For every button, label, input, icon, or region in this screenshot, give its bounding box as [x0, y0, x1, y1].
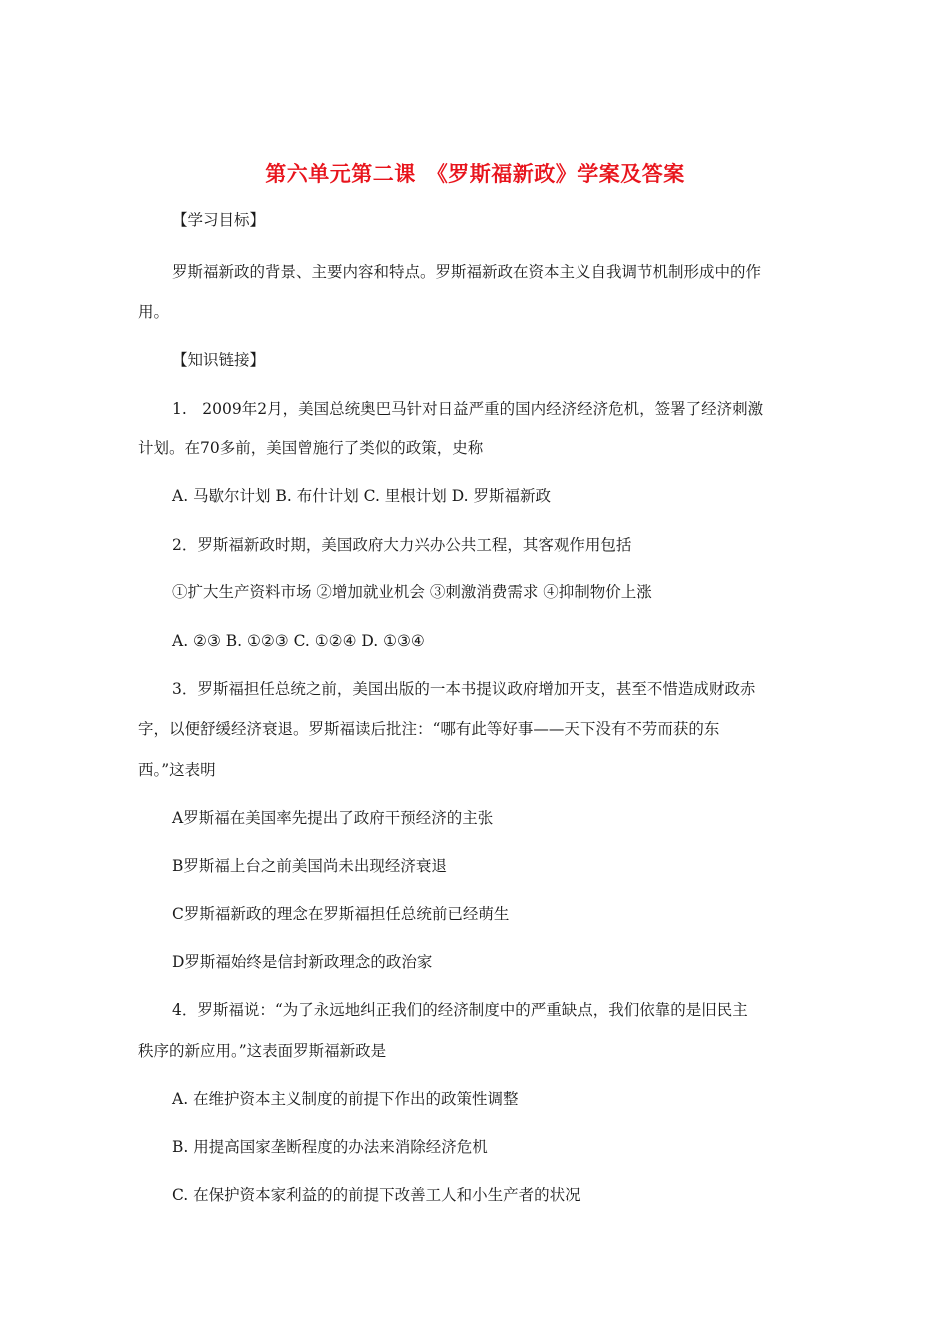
q3-option-b: B罗斯福上台之前美国尚未出现经济衰退: [172, 857, 447, 875]
q1-stem-line1: 1. 2009年2月，美国总统奥巴马针对日益严重的国内经济经济危机，签署了经济刺激: [172, 400, 764, 418]
q3-option-d: D罗斯福始终是信封新政理念的政治家: [172, 953, 433, 971]
page-title: 第六单元第二课 《罗斯福新政》学案及答案: [265, 162, 685, 186]
q4-stem-line2: 秩序的新应用。”这表面罗斯福新政是: [138, 1042, 387, 1060]
knowledge-heading: 【知识链接】: [172, 351, 266, 369]
q3-stem-line2: 字，以便舒缓经济衰退。罗斯福读后批注：“哪有此等好事——天下没有不劳而获的东: [138, 720, 720, 738]
q2-stem-line1: 2．罗斯福新政时期，美国政府大力兴办公共工程，其客观作用包括: [172, 536, 632, 554]
q3-stem-line1: 3．罗斯福担任总统之前，美国出版的一本书提议政府增加开支，甚至不惜造成财政赤: [172, 680, 756, 698]
objectives-text-line2: 用。: [138, 303, 170, 321]
q1-stem-line2: 计划。在70多前，美国曾施行了类似的政策，史称: [138, 439, 484, 457]
q4-stem-line1: 4．罗斯福说：“为了永远地纠正我们的经济制度中的严重缺点，我们依靠的是旧民主: [172, 1001, 748, 1019]
q3-option-a: A罗斯福在美国率先提出了政府干预经济的主张: [172, 809, 494, 827]
q3-stem-line3: 西。”这表明: [138, 761, 216, 779]
q2-items: ①扩大生产资料市场 ②增加就业机会 ③刺激消费需求 ④抑制物价上涨: [172, 583, 652, 601]
q1-options: A. 马歇尔计划 B. 布什计划 C. 里根计划 D. 罗斯福新政: [172, 487, 551, 505]
objectives-text-line1: 罗斯福新政的背景、主要内容和特点。罗斯福新政在资本主义自我调节机制形成中的作: [172, 263, 762, 281]
q2-options: A. ②③ B. ①②③ C. ①②④ D. ①③④: [172, 632, 425, 650]
q3-option-c: C罗斯福新政的理念在罗斯福担任总统前已经萌生: [172, 905, 510, 923]
objectives-heading: 【学习目标】: [172, 211, 266, 229]
q4-option-b: B. 用提高国家垄断程度的办法来消除经济危机: [172, 1138, 488, 1156]
q4-option-a: A. 在维护资本主义制度的前提下作出的政策性调整: [172, 1090, 519, 1108]
q4-option-c: C. 在保护资本家利益的的前提下改善工人和小生产者的状况: [172, 1186, 581, 1204]
